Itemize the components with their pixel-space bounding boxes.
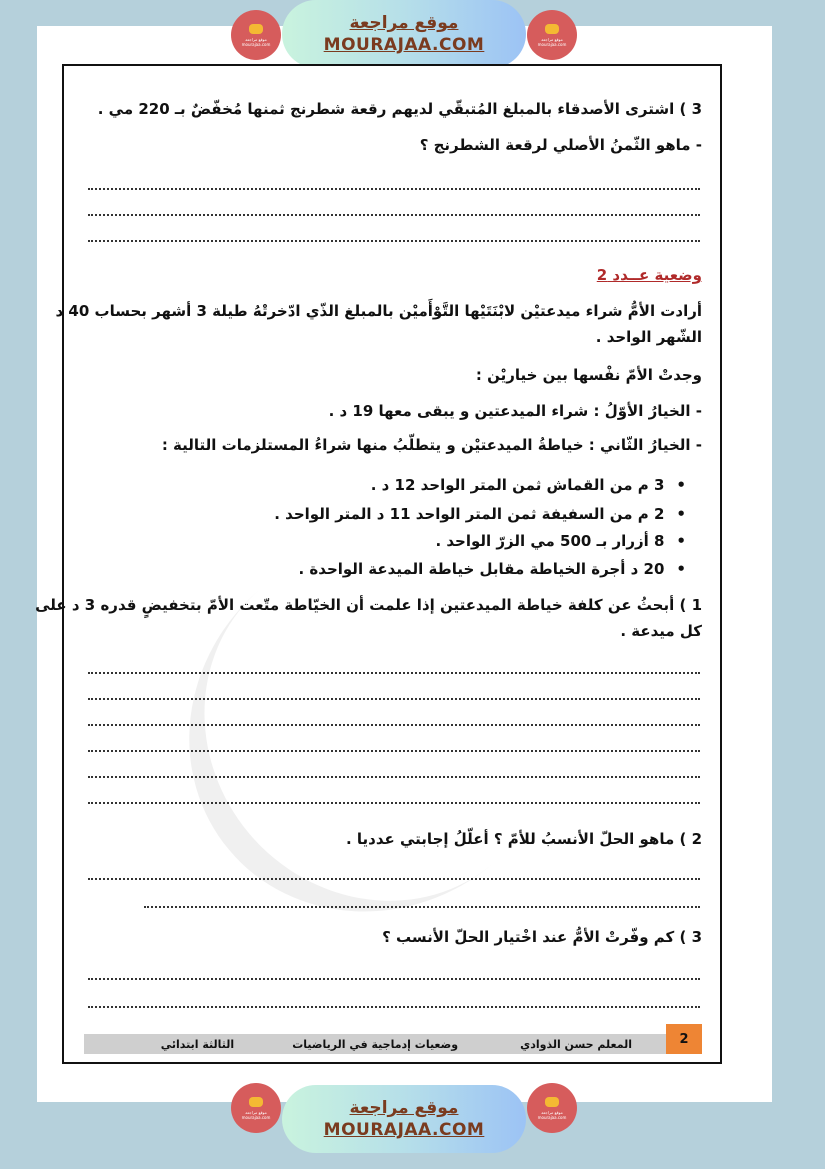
requirement-item: • 2 م من السفيفة ثمن المتر الواحد 11 د المتر الواحد . [274,505,686,523]
worksheet-frame [35,64,722,1064]
question-2-text: 2 ) ماهو الحلّ الأنسبُ للأمّ ؟ أعلّلُ إجابتي عدديا . [345,830,702,848]
question-1-text-cont: كل ميدعة . [620,622,702,640]
question-1-text: 1 ) أبحثُ عن كلفة خياطة الميدعتين إذا علمت أن الخيّاطة متّعت الأمّ بتخفيضٍ قدره 3 د على [35,596,702,614]
requirement-item: • 8 أزرار بـ 500 مي الزرّ الواحد . [435,532,686,550]
requirement-item: • 20 د أجرة الخياطة مقابل خياطة الميدعة الواحدة . [299,560,686,578]
answer-line[interactable] [88,188,700,190]
site-badge-left-bottom[interactable] [231,1083,281,1133]
footer-level: الثالثة ابتدائي [160,1037,235,1051]
option-1: - الخيارُ الأوّلُ : شراء الميدعتين و يبقى معها 19 د . [328,402,702,420]
answer-line[interactable] [88,878,700,880]
footer-bar [84,1031,702,1054]
intro-line-1: أرادت الأمُّ شراء ميدعتيْن لابْنَتَيْها التَّوْأَميْن بالمبلغ الذّي ادّخرتْهُ طيلة 3 أشهر بحساب 40 د [55,302,702,320]
answer-line[interactable] [88,724,700,726]
answer-line[interactable] [88,240,700,242]
intro-line-2: الشّهر الواحد . [595,328,702,346]
footer-subject: وضعيات إدماجية في الرياضيات [292,1037,459,1051]
page-number: 2 [666,1024,702,1054]
question-3-subtext: - ماهو الثّمنُ الأصلي لرقعة الشطرنج ؟ [419,136,702,154]
book-logo-icon [545,1097,559,1107]
section-title: وضعية عــدد 2 [596,266,702,284]
answer-line[interactable] [88,1006,700,1008]
answer-line[interactable] [88,214,700,216]
question-3-text: 3 ) اشترى الأصدقاء بالمبلغ المُتبقّي لديهم رقعة شطرنج ثمنها مُخفّضٌ بـ 220 مي . [97,100,702,118]
answer-line[interactable] [88,978,700,980]
footer-teacher: المعلم حسن الذوادي [520,1037,632,1051]
answer-line[interactable] [88,750,700,752]
site-banner-top[interactable] [282,0,526,68]
option-2: - الخيارُ الثّاني : خياطةُ الميدعتيْن و يتطلّبُ منها شراءُ المستلزمات التالية : [161,436,702,454]
badge-text-ar: موقع مراجعة [245,36,267,42]
site-badge-right-bottom[interactable] [527,1083,577,1133]
book-logo-icon [249,24,263,34]
badge-text-en: mourajaa.com [537,41,567,47]
choice-intro: وجدتْ الأمّ نفْسها بين خياريْن : [475,366,702,384]
answer-line[interactable] [88,776,700,778]
answer-line[interactable] [88,698,700,700]
banner-arabic[interactable]: موقع مراجعة [349,13,459,33]
banner-english[interactable]: MOURAJAA.COM [323,1120,485,1140]
banner-english[interactable]: MOURAJAA.COM [323,35,485,55]
badge-text-ar: موقع مراجعة [541,36,563,42]
banner-arabic[interactable]: موقع مراجعة [349,1098,459,1118]
requirement-item: • 3 م من القماش ثمن المتر الواحد 12 د . [371,476,686,494]
badge-text-en: mourajaa.com [537,1114,567,1120]
question-3b-text: 3 ) كم وفّرتْ الأمُّ عند اخْتيار الحلّ الأنسب ؟ [382,928,702,946]
badge-text-en: mourajaa.com [241,41,271,47]
site-badge-left[interactable] [231,10,281,60]
site-banner-bottom[interactable] [282,1085,526,1153]
answer-line[interactable] [88,672,700,674]
book-logo-icon [545,24,559,34]
badge-text-ar: موقع مراجعة [245,1109,267,1115]
answer-line[interactable] [88,802,700,804]
badge-text-en: mourajaa.com [241,1114,271,1120]
site-badge-right[interactable] [527,10,577,60]
badge-text-ar: موقع مراجعة [541,1109,563,1115]
answer-line[interactable] [144,906,700,908]
book-logo-icon [249,1097,263,1107]
